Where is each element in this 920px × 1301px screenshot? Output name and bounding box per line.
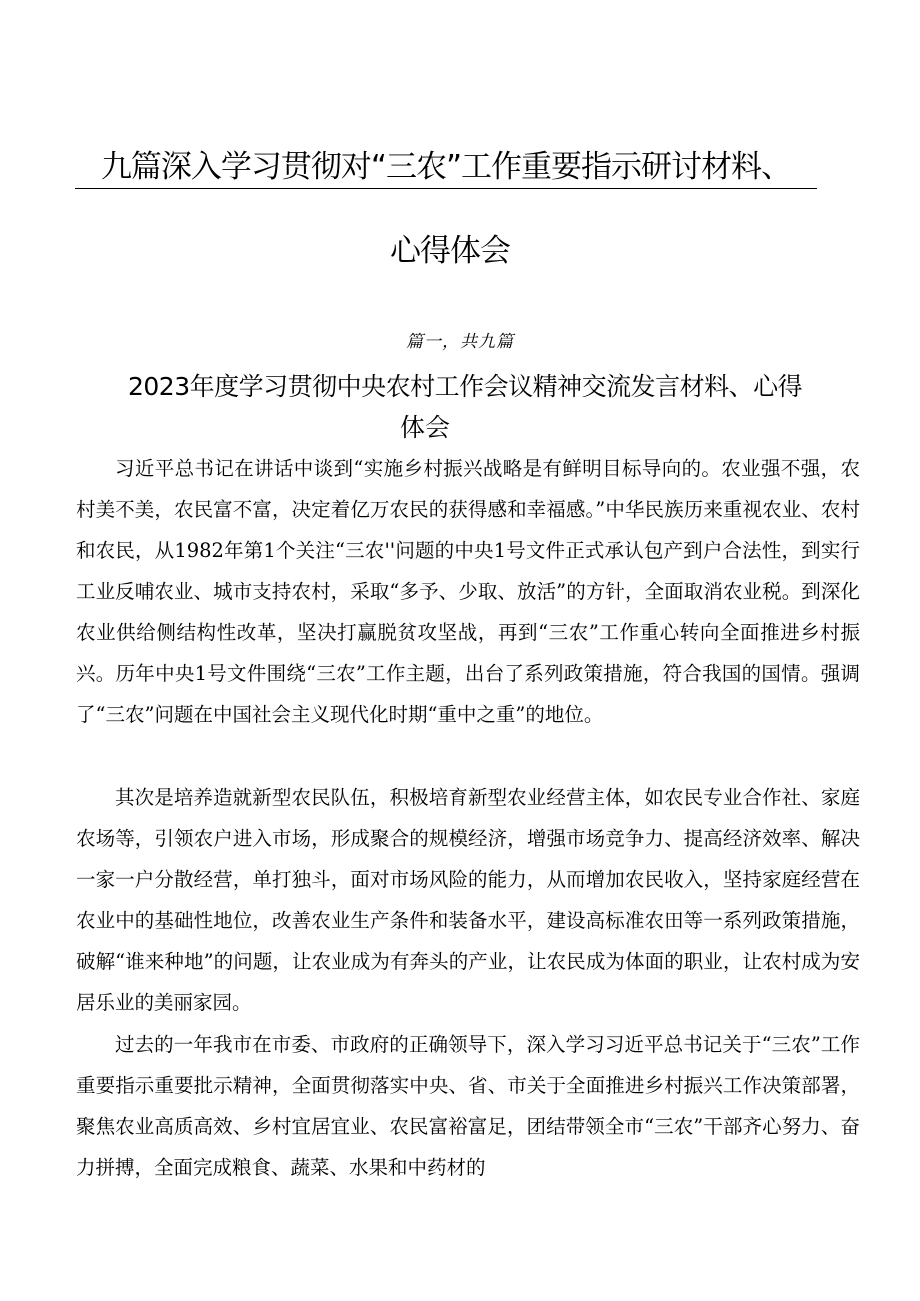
body-paragraph-2 xyxy=(76,777,860,1023)
section-title-line-2: 体会 xyxy=(400,413,451,442)
part-label: 篇一，共九篇 xyxy=(406,332,514,352)
paragraph-text: 过去的一年我市在市委、市政府的正确领导下，深入学习习近平总书记关于“三农”工作重要指示重要批示精神，全面贯彻落实中央、省、市关于全面推进乡村振兴工作决策部署，聚焦农业高质高效、乡村宜居宜业、农民富裕富足，团结带领全市“三农”干部齐心努力、奋力拼搏，全面完成粮食、蔬菜、水果和中药材的 xyxy=(76,1033,860,1179)
paragraph-text: 习近平总书记在讲话中谈到“实施乡村振兴战略是有鲜明目标导向的。农业强不强，农村美不美，农民富不富，决定着亿万农民的获得感和幸福感。”中华民族历来重视农业、农村和农民，从1982年第1个关注“三农''问题的中央1号文件正式承认包产到户合法性，到实行工业反哺农业、城市支持农村，采取“多予、少取、放活”的方针，全面取消农业税。到深化农业供给侧结构性改革，坚决打赢脱贫攻坚战，再到“三农”工作重心转向全面推进乡村振兴。历年中央1号文件围绕“三农”工作主题，出台了系列政策措施，符合我国的国情。强调了“三农”问题在中国社会主义现代化时期“重中之重”的地位。 xyxy=(76,457,860,726)
section-title-line-1: 2023年度学习贯彻中央农村工作会议精神交流发言材料、心得 xyxy=(128,372,803,401)
body-paragraph-1 xyxy=(76,448,860,735)
paragraph-text: 其次是培养造就新型农民队伍，积极培育新型农业经营主体，如农民专业合作社、家庭农场等，引领农户进入市场，形成聚合的规模经济，增强市场竞争力、提高经济效率、解决一家一户分散经营，单打独斗，面对市场风险的能力，从而增加农民收入，坚持家庭经营在农业中的基础性地位，改善农业生产条件和装备水平，建设高标准农田等一系列政策措施，破解“谁来种地”的问题，让农业成为有奔头的产业，让农民成为体面的职业，让农村成为安居乐业的美丽家园。 xyxy=(76,786,860,1014)
document-title-line-1: 九篇深入学习贯彻对“三农”工作重要指示研讨材料、 xyxy=(75,141,817,189)
document-title-line-2: 心得体会 xyxy=(390,233,510,269)
body-paragraph-3 xyxy=(76,1024,860,1188)
